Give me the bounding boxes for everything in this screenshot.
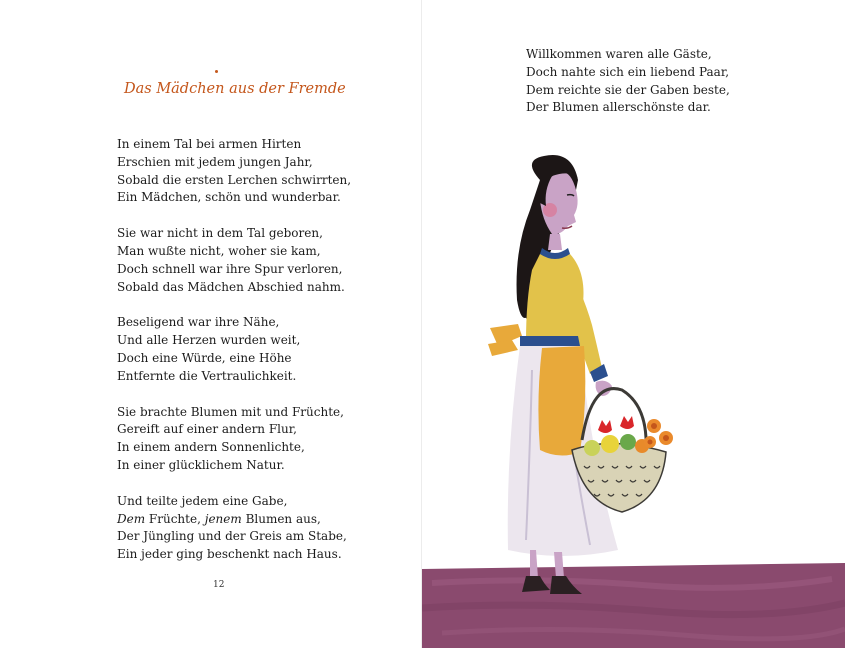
fruit (584, 440, 600, 456)
tulip (598, 420, 612, 433)
tulip (620, 416, 634, 429)
poem-line: Ein Mädchen, schön und wunderbar. (117, 190, 341, 205)
poem-line: Sie brachte Blumen mit und Früchte, (117, 404, 344, 419)
italic-word: Dem (117, 511, 146, 526)
fruit (601, 435, 619, 453)
girl-illustration (422, 150, 845, 600)
stanza-2 (117, 225, 407, 296)
poem-line: Doch nahte sich ein liebend Paar, (526, 64, 730, 79)
ornament-dot (215, 70, 218, 73)
poem-line: Und teilte jedem eine Gabe, (117, 493, 288, 508)
poem-line: Gereift auf einer andern Flur, (117, 422, 297, 437)
fruit (620, 434, 636, 450)
poem-line: Ein jeder ging beschenkt nach Haus. (117, 547, 342, 562)
poem-line: Erschien mit jedem jungen Jahr, (117, 154, 313, 169)
italic-word: jenem (204, 511, 242, 526)
stanza-4 (117, 404, 407, 475)
line-text: Blumen aus, (241, 511, 321, 526)
left-page (0, 0, 422, 648)
poem-line: In einem andern Sonnenlichte, (117, 440, 305, 455)
right-page (422, 0, 845, 648)
poem-line: Sie war nicht in dem Tal geboren, (117, 226, 323, 241)
poem-line: In einer glücklichem Natur. (117, 457, 285, 472)
poem-body (117, 136, 407, 582)
poem-line-with-italics (117, 511, 407, 529)
poem-line: Doch schnell war ihre Spur verloren, (117, 261, 343, 276)
stanza-5 (117, 493, 407, 564)
poem-title: Das Mädchen aus der Fremde (124, 81, 346, 97)
poem-continuation (526, 46, 730, 117)
poem-line: Der Blumen allerschönste dar. (526, 100, 711, 115)
stanza-1 (117, 136, 407, 207)
poem-line: Sobald die ersten Lerchen schwirrten, (117, 172, 352, 187)
poem-line: In einem Tal bei armen Hirten (117, 137, 302, 151)
line-text: Früchte, (145, 511, 205, 526)
poem-line: Dem reichte sie der Gaben beste, (526, 82, 730, 97)
poem-line: Doch eine Würde, eine Höhe (117, 350, 292, 365)
shoe (522, 576, 550, 592)
poem-line: Willkommen waren alle Gäste, (526, 47, 712, 61)
poem-line: Sobald das Mädchen Abschied nahm. (117, 279, 345, 294)
poem-line: Der Jüngling und der Greis am Stabe, (117, 529, 347, 544)
apron (538, 346, 585, 456)
stanza-3 (117, 314, 407, 385)
shoe (550, 576, 582, 594)
poem-line: Beseligend war ihre Nähe, (117, 315, 280, 330)
page-number: 12 (213, 580, 225, 590)
poem-line: Und alle Herzen wurden weit, (117, 333, 301, 348)
poem-line: Man wußte nicht, woher sie kam, (117, 243, 321, 258)
poem-line: Entfernte die Vertraulichkeit. (117, 368, 297, 383)
